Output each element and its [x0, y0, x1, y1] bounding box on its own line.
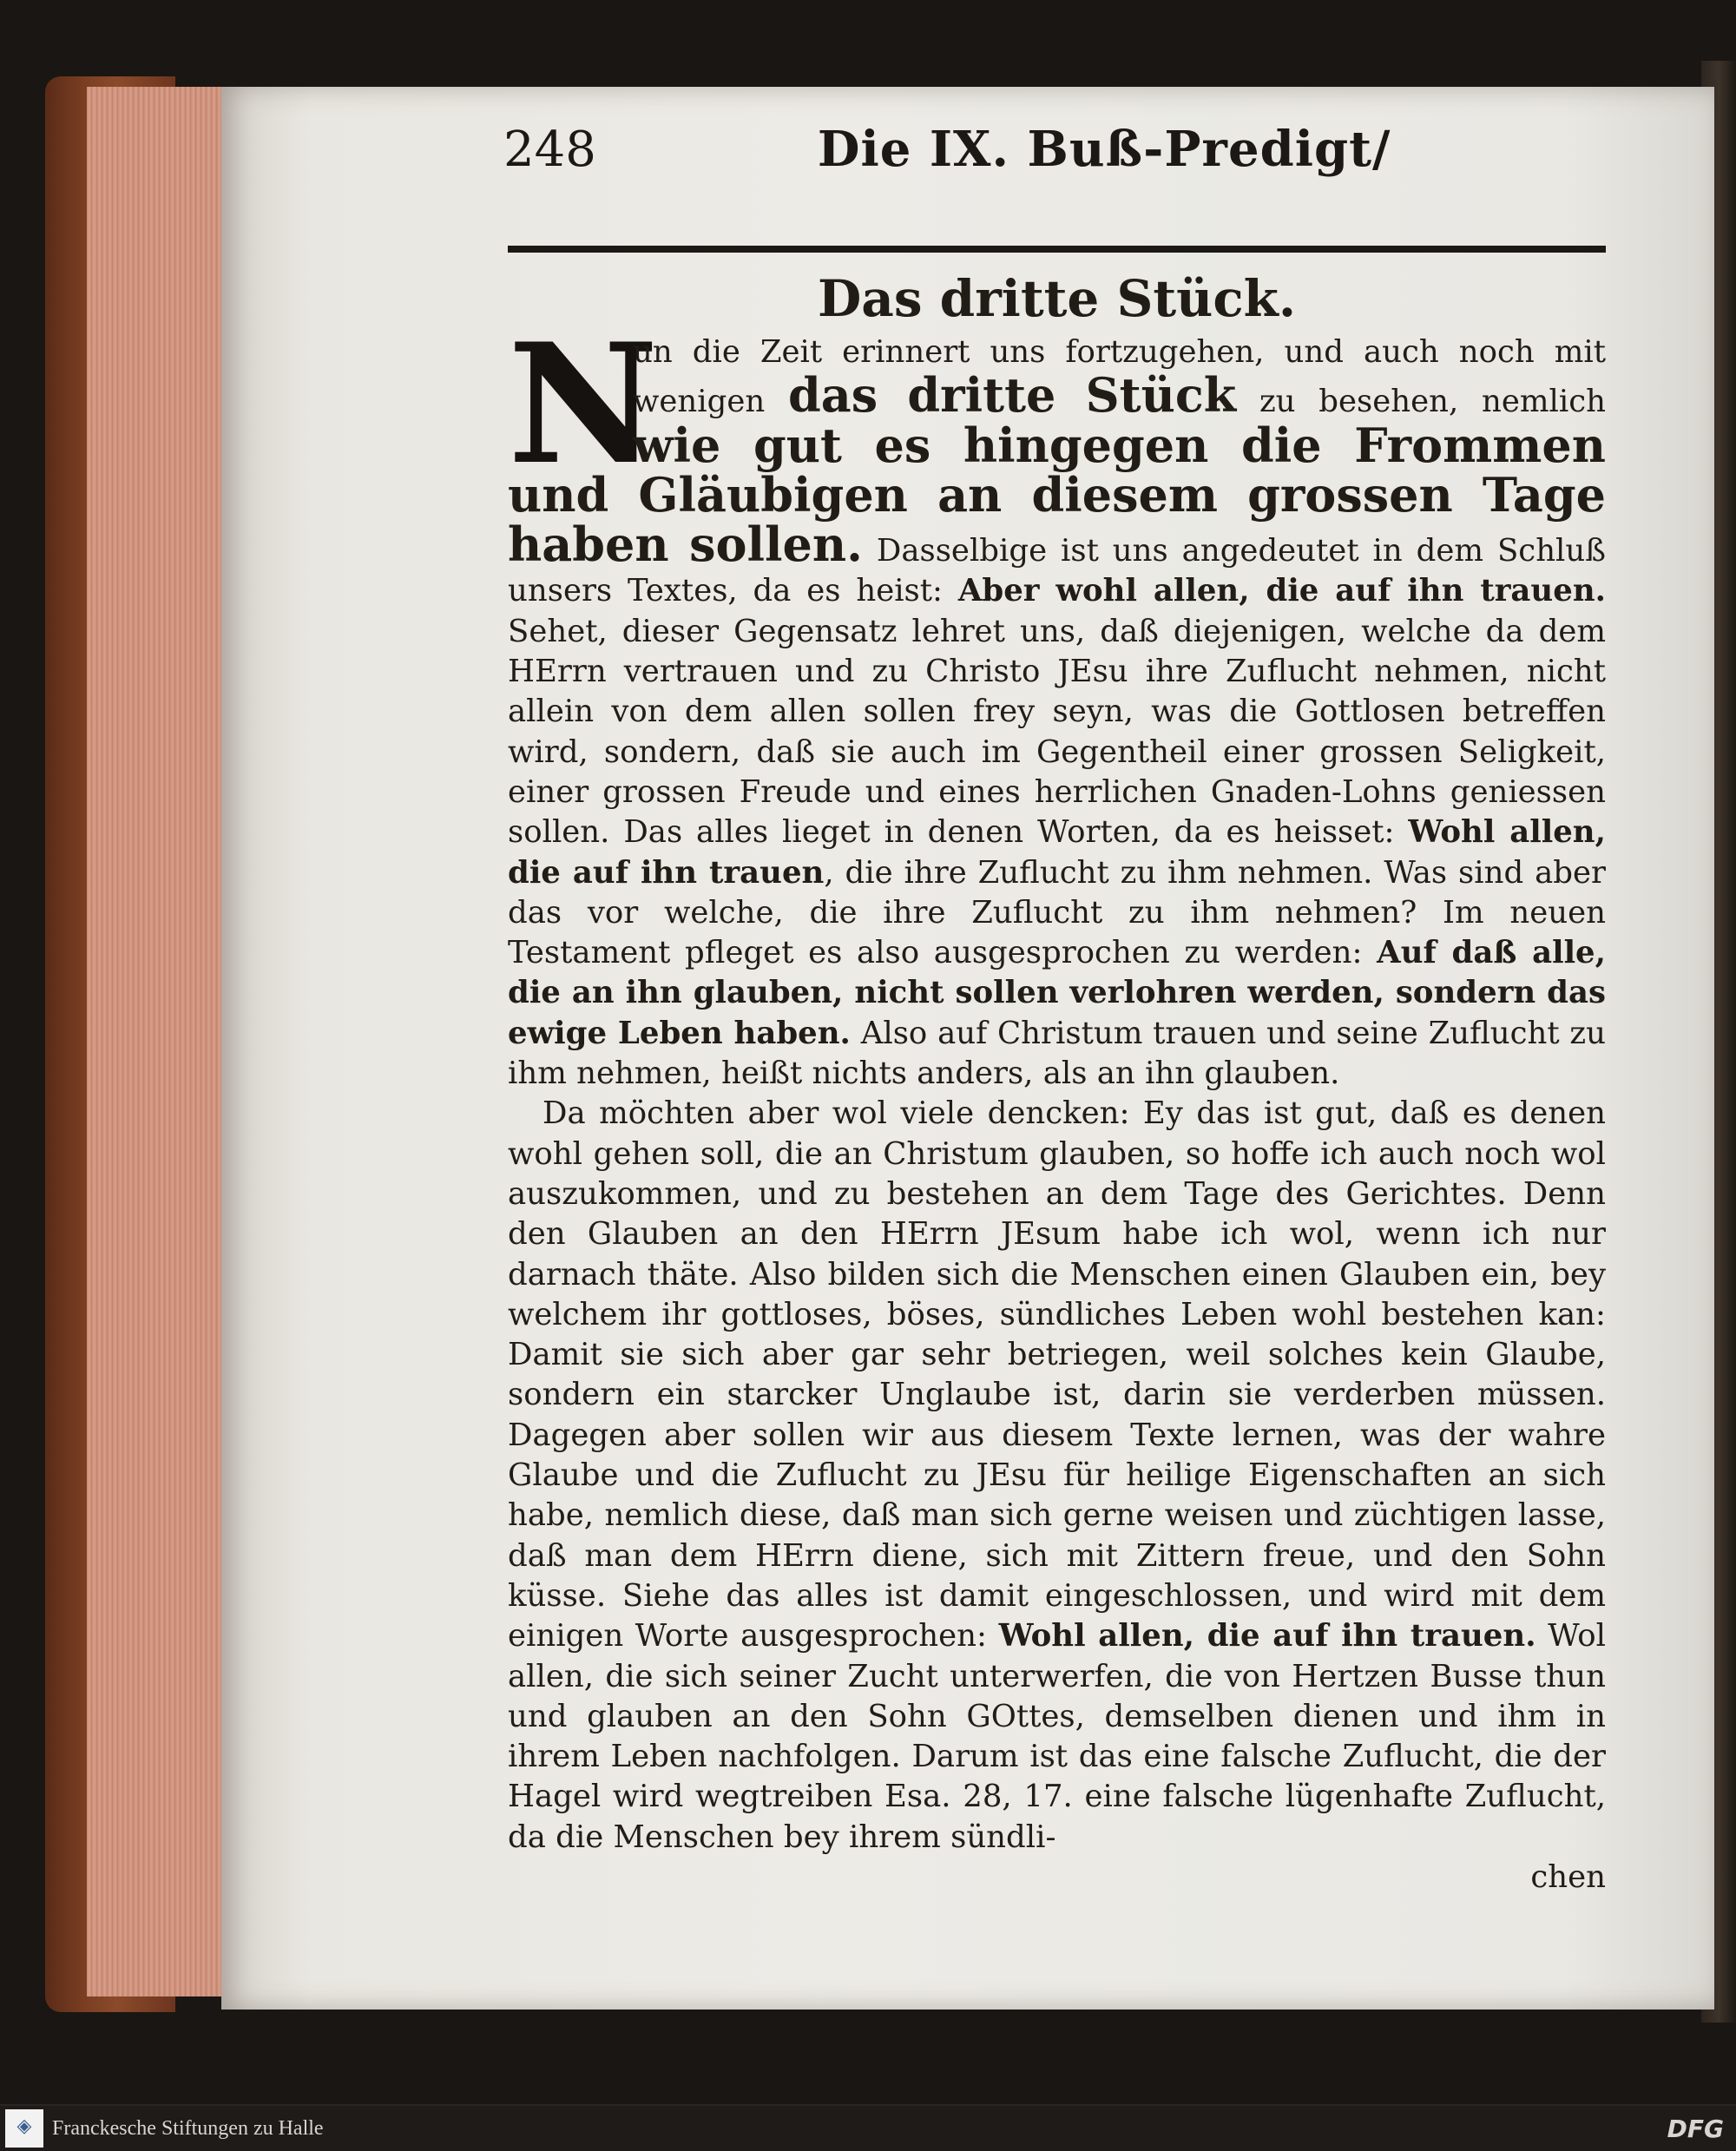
paragraph-1-run: , die ihre Zuflucht zu ihm nehmen. Was sind aber das vor welche, die ihre Zuflucht zu ihm nehmen? Im neuen Testament pfleget es also ausgesprochen zu werden: — [508, 854, 1606, 971]
paragraph-1-run: Also auf Christum trauen und seine Zuflucht zu ihm nehmen, heißt nichts anders, als an ihn glauben. — [508, 1015, 1606, 1092]
body-text — [508, 307, 1607, 1898]
section-title: Das dritte Stück. — [817, 269, 1297, 328]
page-edges — [87, 87, 226, 1996]
paragraph-1-run: zu besehen, nemlich — [1236, 384, 1607, 420]
paragraph-1-run: Auf daß alle, die an ihn glauben, nicht sollen verlohren werden, sondern das ewige Leben haben. — [508, 935, 1606, 1051]
page-header — [286, 91, 1606, 178]
franckesche-stiftungen-logo-icon: ◈ — [5, 2109, 43, 2148]
footer-bar — [0, 2104, 1736, 2151]
paragraph-2 — [508, 1094, 1606, 1858]
page-number: 248 — [503, 122, 596, 178]
paragraph-1-run: Sehet, dieser Gegensatz lehret uns, daß diejenigen, welche da dem HErrn vertrauen und zu Christo JEsu ihre Zuflucht nehmen, nicht allein von dem allen sollen frey seyn, was die Gottlosen betreffen wird, sondern, daß sie auch im Gegentheil einer grossen Seligkeit, einer grossen Freude und eines herrlichen Gnaden-Lohns geniessen sollen. Das alles lieget in denen Worten, da es heisset: — [508, 613, 1606, 851]
header-rule — [508, 246, 1606, 253]
paragraph-1-run: un die Zeit erinnert uns fortzugehen, und auch noch mit wenigen — [633, 334, 1606, 420]
catchword: chen — [1530, 1858, 1606, 1895]
paragraph-1-text — [508, 307, 1607, 1092]
footer-institution: Franckesche Stiftungen zu Halle — [52, 2117, 324, 2140]
paragraph-2-run: Wol allen, die sich seiner Zucht unterwerfen, die von Hertzen Busse thun und glauben an den Sohn GOttes, demselben dienen und ihm in ihrem Leben nachfolgen. Darum ist das eine falsche Zuflucht, die der Hagel wird wegtreiben Esa. 28, 17. eine falsche lügenhafte Zuflucht, da die Menschen bey ihrem sündli- — [508, 1618, 1606, 1855]
paragraph-1 — [508, 307, 1607, 1094]
page-content — [508, 265, 1606, 1898]
paragraph-1-run: Wohl allen, die auf ihn trauen — [508, 814, 1606, 891]
paragraph-2-run: Wohl allen, die auf ihn trauen. — [998, 1618, 1536, 1654]
dfg-badge: DFG — [1667, 2115, 1724, 2143]
paragraph-2-run: Da möchten aber wol viele dencken: Ey das ist gut, daß es denen wohl gehen soll, die an Christum glauben, so hoffe ich auch noch wol auszukommen, und zu bestehen an dem Tage des Gerichtes. Denn den Glauben an den HErrn JEsum habe ich wol, wenn ich nur darnach thäte. Also bilden sich die Menschen einen Glauben ein, bey welchem ihr gottloses, böses, sündliches Leben wohl bestehen kan: Damit sie sich aber gar sehr betriegen, weil solches kein Glaube, sondern ein starcker Unglaube ist, darin sie verderben müssen. Dagegen aber sollen wir aus diesem Texte lernen, was der wahre Glaube und die Zuflucht zu JEsu für heilige Eigenschaften an sich habe, nemlich diese, daß man sich gerne weisen und züchtigen lasse, daß man dem HErrn diene, sich mit Zittern freue, und den Sohn küsse. Siehe das alles ist damit eingeschlossen, und wird mit dem einigen Worte ausgesprochen: — [508, 1095, 1606, 1654]
paragraph-1-run: Dasselbige ist uns angedeutet in dem Schluß unsers Textes, da es heist: — [508, 533, 1606, 609]
paragraph-2-text — [508, 1095, 1606, 1854]
running-head: Die IX. Buß-Predigt/ — [817, 121, 1391, 178]
paragraph-1-run: wie gut es hingegen die Frommen und Gläubigen an diesem grossen Tage haben sollen. — [508, 417, 1606, 573]
drop-cap: N — [508, 307, 659, 501]
paragraph-1-run: das dritte Stück — [787, 367, 1237, 424]
paragraph-1-run: Aber wohl allen, die auf ihn trauen. — [957, 573, 1606, 609]
